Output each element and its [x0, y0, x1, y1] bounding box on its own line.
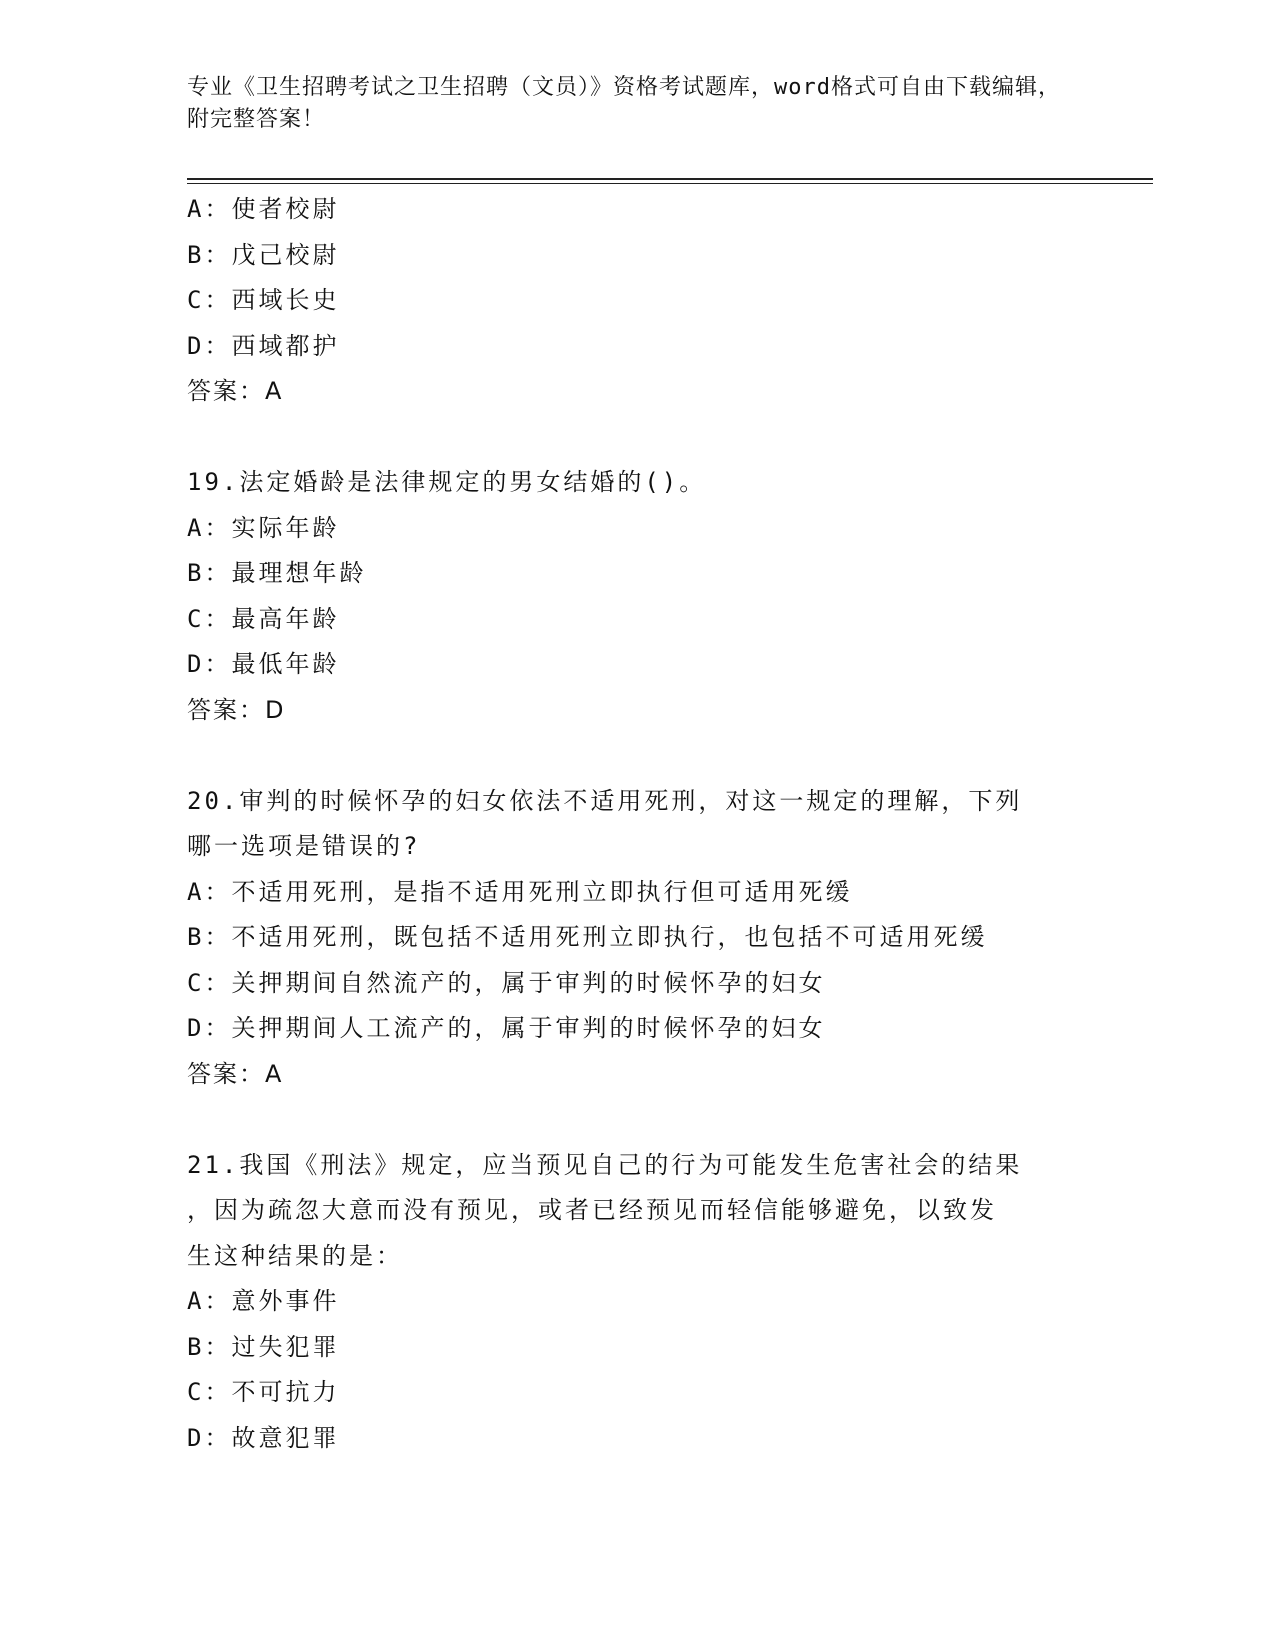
question-21	[187, 1143, 1087, 1462]
question-stem-line: 21.我国《刑法》规定，应当预见自己的行为可能发生危害社会的结果	[187, 1150, 1023, 1179]
document-header: 专业《卫生招聘考试之卫生招聘（文员）》资格考试题库，word格式可自由下载编辑，附完整答案！	[187, 75, 1061, 132]
option-b: B：戊己校尉	[187, 240, 340, 269]
question-stem-line: 20.审判的时候怀孕的妇女依法不适用死刑，对这一规定的理解，下列	[187, 786, 1023, 815]
question-stem-line: ，因为疏忽大意而没有预见，或者已经预见而轻信能够避免，以致发	[187, 1196, 997, 1224]
option-c: C：最高年龄	[187, 604, 340, 633]
question-stem-line: 生这种结果的是：	[187, 1241, 403, 1270]
question-20	[187, 779, 1087, 1098]
option-d: D：故意犯罪	[187, 1423, 340, 1452]
option-d: D：关押期间人工流产的，属于审判的时候怀孕的妇女	[187, 1014, 826, 1042]
answer: 答案：D	[187, 695, 286, 724]
header-divider	[187, 178, 1153, 184]
option-a: A：意外事件	[187, 1287, 340, 1315]
spacer	[187, 415, 1087, 461]
spacer	[187, 733, 1087, 779]
question-stem-line: 哪一选项是错误的?	[187, 832, 421, 860]
option-a: A：不适用死刑，是指不适用死刑立即执行但可适用死缓	[187, 877, 853, 906]
option-b: B：不适用死刑，既包括不适用死刑立即执行，也包括不可适用死缓	[187, 923, 988, 951]
question-content	[187, 187, 1087, 1461]
option-d: D：最低年龄	[187, 650, 340, 678]
option-b: B：过失犯罪	[187, 1332, 340, 1361]
question-stem: 19.法定婚龄是法律规定的男女结婚的()。	[187, 468, 707, 496]
answer: 答案：A	[187, 1059, 284, 1088]
spacer	[187, 1097, 1087, 1143]
option-d: D：西域都护	[187, 331, 340, 360]
option-a: A：实际年龄	[187, 513, 340, 542]
option-c: C：西域长史	[187, 286, 340, 314]
option-c: C：不可抗力	[187, 1378, 340, 1406]
question-19	[187, 460, 1087, 733]
option-c: C：关押期间自然流产的，属于审判的时候怀孕的妇女	[187, 968, 826, 997]
question-18	[187, 187, 1087, 415]
answer: 答案：A	[187, 377, 284, 405]
option-a: A：使者校尉	[187, 195, 340, 223]
option-b: B：最理想年龄	[187, 559, 367, 587]
